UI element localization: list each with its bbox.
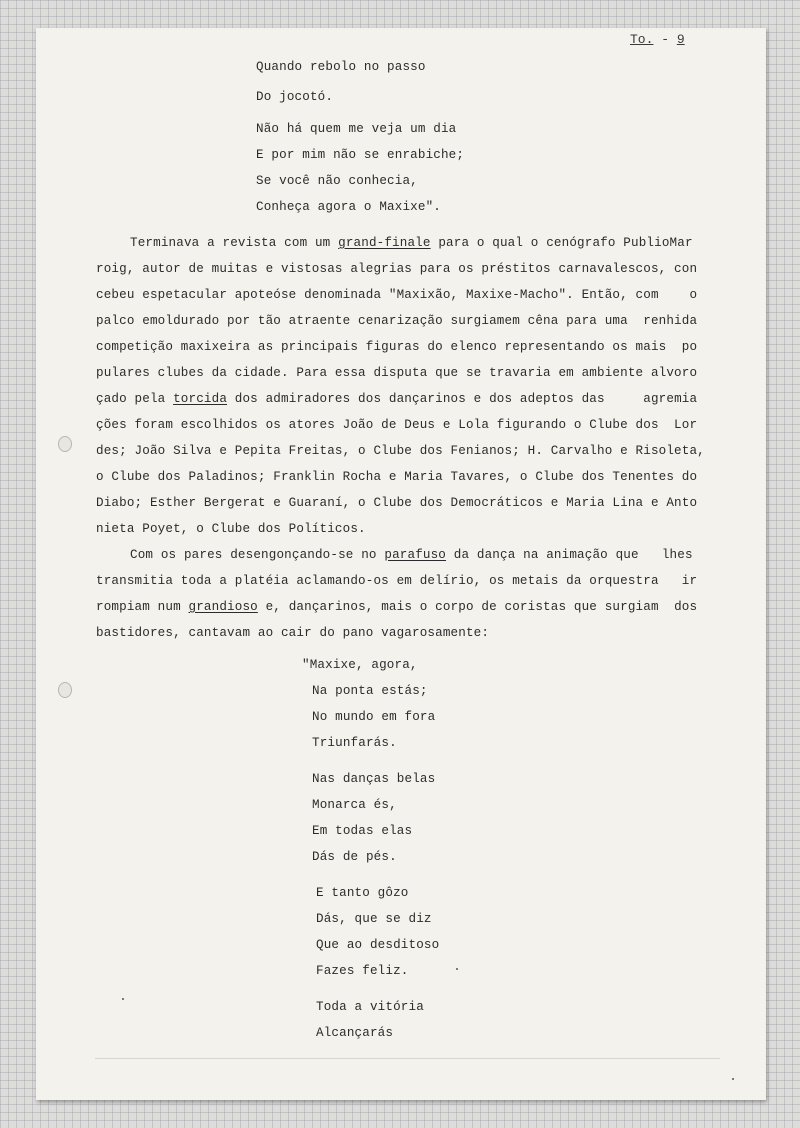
text-line-l01: Quando rebolo no passo <box>256 60 426 74</box>
text-line-p12: nieta Poyet, o Clube dos Políticos. <box>96 522 366 536</box>
text-line-p03: cebeu espetacular apoteóse denominada "Maxixão, Maxixe-Macho". Então, com o <box>96 288 698 302</box>
text-line-p08: ções foram escolhidos os atores João de Deus e Lola figurando o Clube dos Lor <box>96 418 698 432</box>
text-line-l03: Não há quem me veja um dia <box>256 122 457 136</box>
text-line-v10: Dás, que se diz <box>316 912 432 926</box>
text-line-p09: des; João Silva e Pepita Freitas, o Clube dos Fenianos; H. Carvalho e Risoleta, <box>96 444 705 458</box>
text-line-v09: E tanto gôzo <box>316 886 409 900</box>
text-line-p16: bastidores, cantavam ao cair do pano vagarosamente: <box>96 626 490 640</box>
page-bottom-margin <box>95 1058 720 1059</box>
ink-speck <box>122 998 124 1000</box>
text-line-p06: pulares clubes da cidade. Para essa disputa que se travaria em ambiente alvoro <box>96 366 698 380</box>
text-line-l02: Do jocotó. <box>256 90 334 104</box>
text-line-p07: çado pela torcida dos admiradores dos dançarinos e dos adeptos das agremia <box>96 392 698 406</box>
text-line-p02: roig, autor de muitas e vistosas alegrias para os préstitos carnavalescos, con <box>96 262 698 276</box>
ink-speck <box>456 968 458 970</box>
page-number <box>630 32 685 47</box>
text-line-p14: transmitia toda a platéia aclamando-os em delírio, os metais da orquestra ir <box>96 574 698 588</box>
text-line-l04: E por mim não se enrabiche; <box>256 148 465 162</box>
text-line-l06: Conheça agora o Maxixe". <box>256 200 441 214</box>
ink-speck <box>732 1078 734 1080</box>
text-line-p15: rompiam num grandioso e, dançarinos, mais o corpo de coristas que surgiam dos <box>96 600 698 614</box>
text-line-p10: o Clube dos Paladinos; Franklin Rocha e Maria Tavares, o Clube dos Tenentes do <box>96 470 698 484</box>
text-line-v13: Toda a vitória <box>316 1000 424 1014</box>
text-line-v08: Dás de pés. <box>312 850 397 864</box>
page-number-value: 9 <box>676 32 685 47</box>
text-line-p05: competição maxixeira as principais figuras do elenco representando os mais po <box>96 340 698 354</box>
underlined-word: grand-finale <box>338 236 431 250</box>
page-number-prefix: To. <box>630 32 654 47</box>
underlined-word: torcida <box>173 392 228 406</box>
text-line-v14: Alcançarás <box>316 1026 394 1040</box>
text-line-v03: No mundo em fora <box>312 710 436 724</box>
text-line-p04: palco emoldurado por tão atraente cenarização surgiamem cêna para uma renhida <box>96 314 698 328</box>
text-line-v02: Na ponta estás; <box>312 684 428 698</box>
underlined-word: parafuso <box>384 548 447 562</box>
underlined-word: grandioso <box>188 600 258 614</box>
text-line-v07: Em todas elas <box>312 824 413 838</box>
text-line-v04: Triunfarás. <box>312 736 397 750</box>
punch-hole-lower <box>58 682 72 698</box>
text-line-p13: Com os pares desengonçando-se no parafuso da dança na animação que lhes <box>130 548 693 562</box>
punch-hole-upper <box>58 436 72 452</box>
text-line-v11: Que ao desditoso <box>316 938 440 952</box>
text-line-v06: Monarca és, <box>312 798 397 812</box>
text-line-v12: Fazes feliz. <box>316 964 409 978</box>
text-line-l05: Se você não conhecia, <box>256 174 418 188</box>
text-line-p01: Terminava a revista com um grand-finale para o qual o cenógrafo PublioMar <box>130 236 693 250</box>
text-line-p11: Diabo; Esther Bergerat e Guaraní, o Clube dos Democráticos e Maria Lina e Anto <box>96 496 698 510</box>
text-line-v01: "Maxixe, agora, <box>302 658 418 672</box>
text-line-v05: Nas danças belas <box>312 772 436 786</box>
page-number-separator: - <box>653 32 677 47</box>
